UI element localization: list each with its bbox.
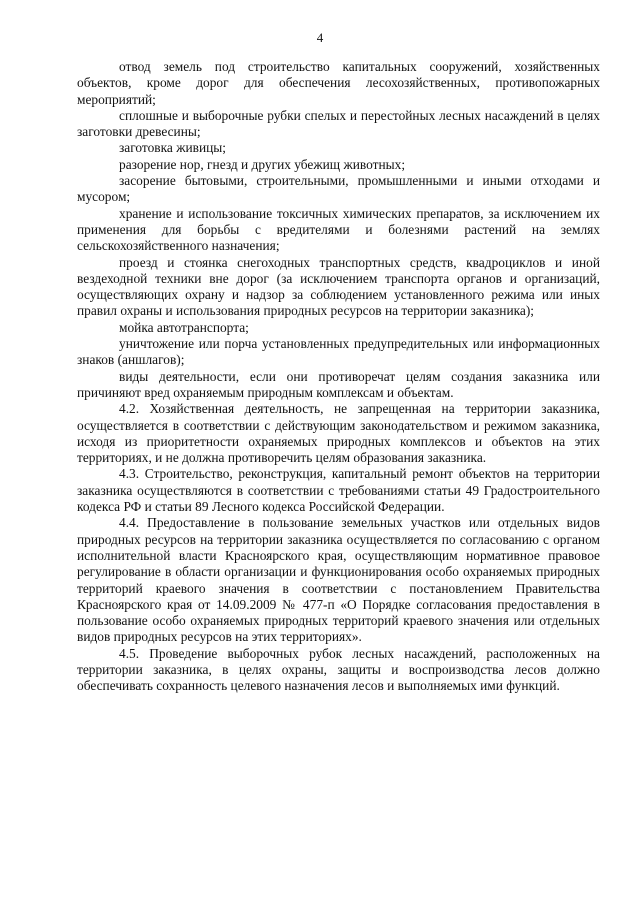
paragraph-4-2: 4.2. Хозяйственная деятельность, не запрещенная на территории заказника, осуществляется в соответствии с действующим законодательством и режимом заказника, исходя из приоритетности охраняемых природных комплексов и объектов на этих территориях, и не должна противоречить целям образования заказника. [77, 401, 600, 466]
paragraph-harmful-activities: виды деятельности, если они противоречат целям создания заказника или причиняют вред охраняемым природным комплексам и объектам. [77, 368, 600, 400]
page-number: 4 [316, 30, 324, 45]
document-body [77, 59, 600, 695]
paragraph-sign-damage: уничтожение или порча установленных предупредительных или информационных знаков (аншлагов); [77, 336, 600, 368]
paragraph-littering: засорение бытовыми, строительными, промышленными и иными отходами и мусором; [77, 173, 600, 205]
paragraph-burrow-destruction: разорение нор, гнезд и других убежищ животных; [119, 156, 406, 172]
paragraph-toxic-chemicals: хранение и использование токсичных химических препаратов, за исключением их применения для борьбы с вредителями и болезнями растений на землях сельскохозяйственного назначения; [77, 205, 600, 254]
paragraph-felling: сплошные и выборочные рубки спелых и перестойных лесных насаждений в целях заготовки древесины; [77, 107, 600, 140]
paragraph-resin-harvesting: заготовка живицы; [119, 140, 226, 156]
paragraph-land-allotment: отвод земель под строительство капитальных сооружений, хозяйственных объектов, кроме дорог для обеспечения лесохозяйственных, противопожарных мероприятий; [77, 59, 600, 107]
paragraph-car-washing: мойка автотранспорта; [119, 319, 249, 335]
paragraph-4-3: 4.3. Строительство, реконструкция, капитальный ремонт объектов на территории заказника осуществляются в соответствии с требованиями статьи 49 Градостроительного кодекса РФ и статьи 89 Лесного кодекса Российской Федерации. [77, 466, 600, 515]
paragraph-4-5: 4.5. Проведение выборочных рубок лесных насаждений, расположенных на территории заказника, в целях охраны, защиты и воспроизводства лесов должно обеспечивать сохранность целевого назначения лесов и выполняемых ими функций. [77, 645, 600, 694]
paragraph-off-road-vehicles: проезд и стоянка снегоходных транспортных средств, квадроциклов и иной вездеходной техники вне дорог (за исключением транспорта органов и организаций, осуществляющих охрану и надзор за соблюдением установленного режима или иных правил охраны и использования природных ресурсов на территории заказника); [77, 254, 600, 319]
paragraph-4-4: 4.4. Предоставление в пользование земельных участков или отдельных видов природных ресурсов на территории заказника осуществляется по согласованию с органом исполнительной власти Красноярского края, осуществляющим нормативное правовое регулирование в области организации и функционирования особо охраняемых природных территорий краевого значения в соответствии с постановлением Правительства Красноярского края от 14.09.2009 № 477-п «О Порядке согласования предоставления в пользование особо охраняемых природных территорий краевого значения или отдельных видов природных ресурсов на этих территориях». [77, 515, 600, 645]
